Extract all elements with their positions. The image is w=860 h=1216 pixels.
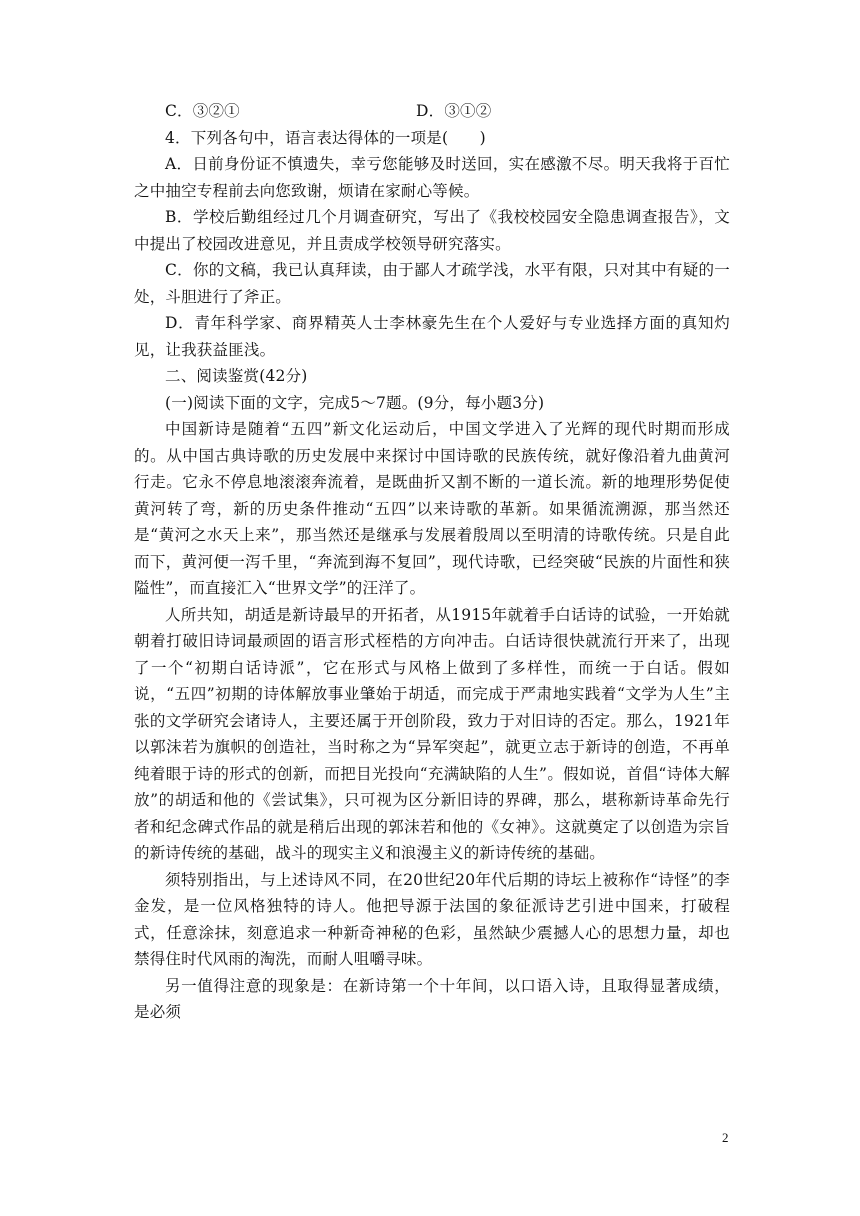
- passage-paragraph-1: 中国新诗是随着“五四”新文化运动后，中国文学进入了光辉的现代时期而形成的。从中国古典诗歌的历史发展中来探讨中国诗歌的民族传统，就好像沿着九曲黄河行走。它永不停息地滚滚奔流着，是既曲折又割不断的一道长流。新的地理形势促使黄河转了弯，新的历史条件推动“五四”以来诗歌的革新。如果循流溯源，那当然还是“黄河之水天上来”，那当然还是继承与发展着殷周以至明清的诗歌传统。只是自此而下，黄河便一泻千里，“奔流到海不复回”，现代诗歌，已经突破“民族的片面性和狭隘性”，而直接汇入“世界文学”的汪洋了。: [134, 420, 730, 597]
- page-content: [134, 98, 730, 1026]
- option-c: C．③②①: [165, 102, 240, 120]
- option-d: D．③①②: [416, 102, 492, 120]
- passage-paragraph-2: 人所共知，胡适是新诗最早的开拓者，从1915年就着手白话诗的试验，一开始就朝着打破旧诗词最顽固的语言形式桎梏的方向冲击。白话诗很快就流行开来了，出现了一个“初期白话诗派”，它在形式与风格上做到了多样性，而统一于白话。假如说，“五四”初期的诗体解放事业肇始于胡适，而完成于严肃地实践着“文学为人生”主张的文学研究会诸诗人，主要还属于开创阶段，致力于对旧诗的否定。那么，1921年以郭沫若为旗帜的创造社，当时称之为“异军突起”，就更立志于新诗的创造，不再单纯着眼于诗的形式的创新，而把目光投向“充满缺陷的人生”。假如说，首倡“诗体大解放”的胡适和他的《尝试集》，只可视为区分新旧诗的界碑，那么，堪称新诗革命先行者和纪念碑式作品的就是稍后出现的郭沫若和他的《女神》。这就奠定了以创造为宗旨的新诗传统的基础，战斗的现实主义和浪漫主义的新诗传统的基础。: [134, 605, 730, 862]
- section-instruction: (一)阅读下面的文字，完成5～7题。(9分，每小题3分): [165, 393, 545, 412]
- page-number: 2: [722, 1130, 729, 1145]
- section-title: 二、阅读鉴赏(42分): [165, 367, 308, 385]
- passage-paragraph-3: 须特别指出，与上述诗风不同，在20世纪20年代后期的诗坛上被称作“诗怪”的李金发，是一位风格独特的诗人。他把导源于法国的象征派诗艺引进中国来，打破程式，任意涂抹，刻意追求一种新奇神秘的色彩，虽然缺少震撼人心的思想力量，却也禁得住时代风雨的淘洗，而耐人咀嚼寻味。: [134, 870, 730, 968]
- question-4-option-a: A．日前身份证不慎遗失，幸亏您能够及时送回，实在感激不尽。明天我将于百忙之中抽空专程前去向您致谢，烦请在家耐心等候。: [134, 155, 730, 200]
- question-4-stem: 4．下列各句中，语言表达得体的一项是( ): [165, 128, 486, 147]
- question-4-option-b: B．学校后勤组经过几个月调查研究，写出了《我校校园安全隐患调查报告》，文中提出了校园改进意见，并且责成学校领导研究落实。: [134, 208, 730, 253]
- passage-paragraph-4: 另一值得注意的现象是：在新诗第一个十年间，以口语入诗，且取得显著成绩，是必须: [134, 976, 730, 1021]
- question-4-option-d: D．青年科学家、商界精英人士李林豪先生在个人爱好与专业选择方面的真知灼见，让我获益匪浅。: [134, 314, 730, 359]
- question-4-option-c: C．你的文稿，我已认真拜读，由于鄙人才疏学浅，水平有限，只对其中有疑的一处，斗胆进行了斧正。: [134, 261, 730, 306]
- previous-question-options: [134, 98, 730, 125]
